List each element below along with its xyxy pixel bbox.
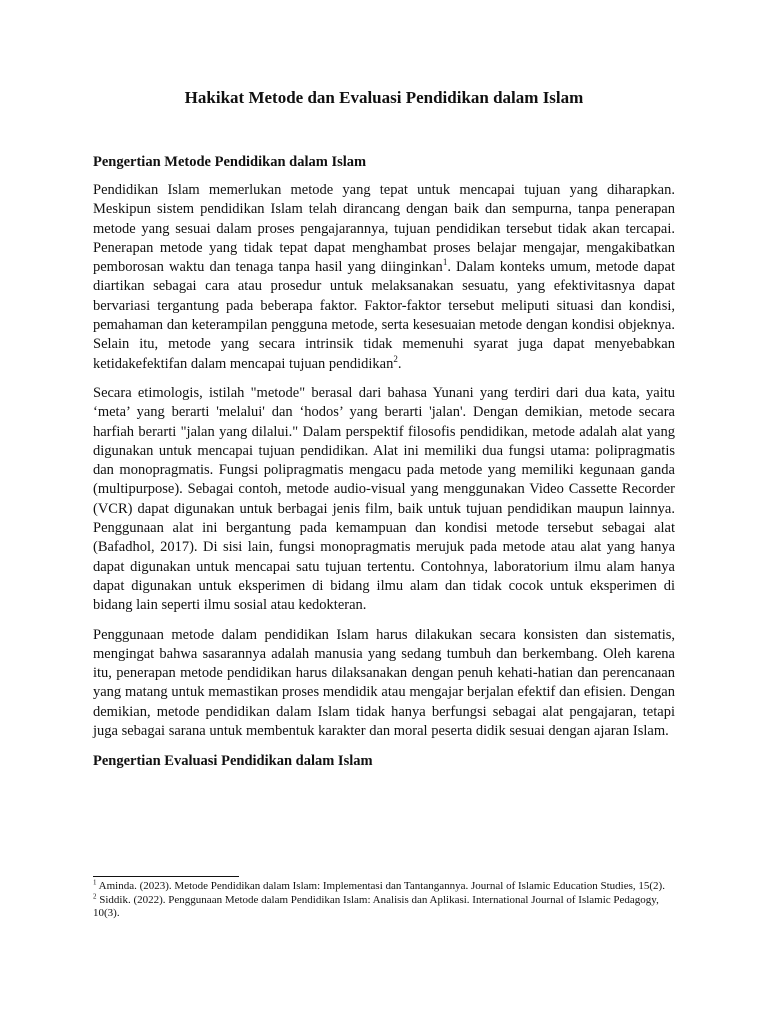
paragraph-text: . Dalam konteks umum, metode dapat diartikan sebagai cara atau prosedur untuk melaksanakan sesuatu, yang efektivitasnya dapat bervariasi tergantung pada beberapa faktor. Faktor-faktor tersebut meliputi situasi dan kondisi, pemahaman dan keterampilan pengguna metode, serta kesesuaian metode dengan kondisi objeknya. Selain itu, metode yang secara intrinsik tidak memenuhi syarat juga dapat menyebabkan ketidakefektifan dalam mencapai tujuan pendidikan	[93, 259, 675, 372]
footnote-ref-2[interactable]: 2	[393, 353, 398, 364]
footnote-divider	[93, 876, 239, 877]
section-heading-evaluasi: Pengertian Evaluasi Pendidikan dalam Islam	[93, 753, 373, 770]
footnote-1	[93, 880, 675, 894]
footnote-text: Aminda. (2023). Metode Pendidikan dalam Islam: Implementasi dan Tantangannya. Journal of Islamic Education Studies, 15(2).	[96, 880, 665, 892]
paragraph-text: Pendidikan Islam memerlukan metode yang tepat untuk mencapai tujuan yang diharapkan. Meskipun sistem pendidikan Islam telah dirancang dengan baik dan sempurna, tanpa penerapan metode yang sesuai dalam proses pengajarannya, tujuan pendidikan tersebut tidak akan tercapai. Penerapan metode yang tidak tepat dapat menghambat proses belajar mengajar, mengakibatkan pemborosan waktu dan tenaga tanpa hasil yang diinginkan	[93, 182, 675, 276]
paragraph-penggunaan-metode: Penggunaan metode dalam pendidikan Islam harus dilakukan secara konsisten dan sistematis, mengingat bahwa sasarannya adalah manusia yang sedang tumbuh dan berkembang. Oleh karena itu, penerapan metode pendidikan harus dilaksanakan dengan penuh kehati-hatian dan perencanaan yang matang untuk memastikan proses mendidik atau mengajar berjalan efektif dan efisien. Dengan demikian, metode pendidikan dalam Islam tidak hanya berfungsi sebagai alat pengajaran, tetapi juga sebagai sarana untuk membentuk karakter dan moral peserta didik sesuai dengan ajaran Islam.	[93, 626, 675, 740]
paragraph-text: .	[397, 355, 402, 372]
document-body	[93, 86, 675, 771]
footnote-number: 1	[93, 878, 97, 887]
footnote-text: Siddik. (2022). Penggunaan Metode dalam Pendidikan Islam: Analisis dan Aplikasi. International Journal of Islamic Pedagogy, 10(3).	[93, 893, 659, 919]
footnote-ref-1[interactable]: 1	[442, 257, 448, 268]
footnotes	[93, 880, 675, 921]
footnote-2	[93, 891, 675, 921]
section-heading-metode: Pengertian Metode Pendidikan dalam Islam	[93, 154, 367, 170]
paragraph-metode-intro	[93, 181, 675, 374]
document-title: Hakikat Metode dan Evaluasi Pendidikan dalam Islam	[184, 88, 584, 107]
paragraph-etimologi: Secara etimologis, istilah "metode" berasal dari bahasa Yunani yang terdiri dari dua kata, yaitu ‘meta’ yang berarti 'melalui' dan ‘hodos’ yang berarti 'jalan'. Dengan demikian, metode secara harfiah berarti "jalan yang dilalui." Dalam perspektif filosofis pendidikan, metode adalah alat yang digunakan untuk mencapai tujuan pendidikan. Alat ini memiliki dua fungsi utama: polipragmatis dan monopragmatis. Fungsi polipragmatis mengacu pada metode yang memiliki kegunaan ganda (multipurpose). Sebagai contoh, metode audio-visual yang menggunakan Video Cassette Recorder (VCR) dapat digunakan untuk berbagai jenis film, baik untuk tujuan pendidikan maupun lainnya. Penggunaan alat ini bergantung pada kemampuan dan kondisi metode tersebut sebagai alat (Bafadhol, 2017). Di sisi lain, fungsi monopragmatis merujuk pada metode atau alat yang hanya dapat digunakan untuk mencapai satu tujuan tertentu. Contohnya, laboratorium ilmu alam hanya dapat digunakan untuk eksperimen di bidang ilmu alam dan tidak cocok untuk eksperimen di bidang lain seperti ilmu sosial atau kedokteran.	[93, 384, 675, 614]
footnote-number: 2	[93, 891, 97, 900]
